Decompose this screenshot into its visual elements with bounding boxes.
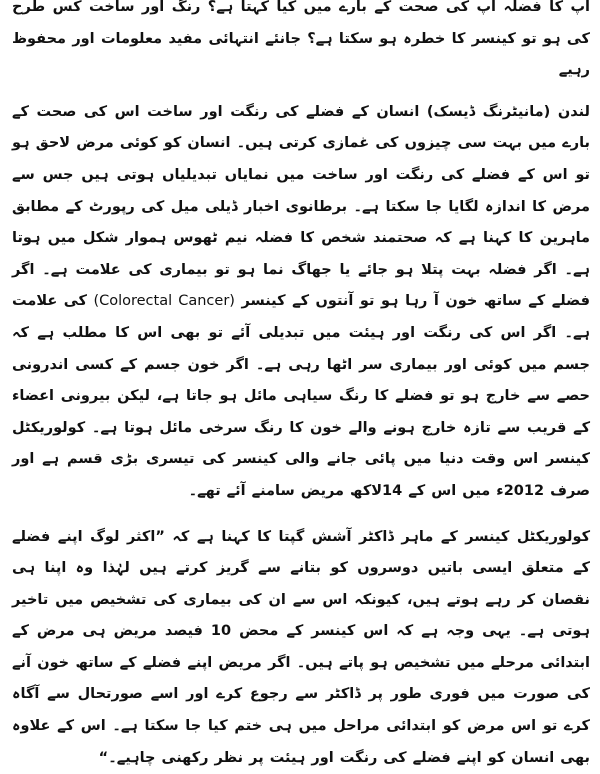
article-intro: آپ کا فضلہ آپ کی صحت کے بارے میں کیا کہتا ہے؟ رنگ اور ساخت کس طرح کی ہو تو کینسر کا خطرہ ہو سکتا ہے؟ جانئے انتہائی مفید معلومات اور محفوظ رہیے xyxy=(12,0,590,87)
paragraph-1-text-a: لندن (مانیٹرنگ ڈیسک) انسان کے فضلے کی رنگت اور ساخت اس کی صحت کے بارے میں بہت سی چیزوں کی غمازی کرتی ہیں۔ انسان کو کوئی مرض لاحق ہو تو اس کے فضلے کی رنگت اور ساخت میں نمایاں تبدیلیاں ہوتی ہیں جس سے مرض کا اندازہ لگایا جا سکتا ہے۔ برطانوی اخبار ڈیلی میل کی رپورٹ کے مطابق ماہرین کا کہنا ہے کہ صحتمند شخص کا فضلہ نیم ٹھوس ہموار شکل میں ہوتا ہے۔ اگر فضلہ بہت پتلا ہو جائے یا جھاگ نما ہو تو بیماری کی علامت ہے۔ اگر فضلے کے ساتھ خون آ رہا ہو تو آنتوں کے کینسر xyxy=(12,104,590,310)
article-paragraph-2: کولوریکٹل کینسر کے ماہر ڈاکٹر آشش گپتا کا کہنا ہے کہ ”اکثر لوگ اپنے فضلے کے متعلق ایسی باتیں دوسروں کو بتانے سے گریز کرتے ہیں لہٰذا وہ اپنا ہی نقصان کر رہے ہوتے ہیں، کیونکہ اس سے ان کی بیماری کی تشخیص میں تاخیر ہوتی ہے۔ یہی وجہ ہے کہ اس کینسر کے محض 10 فیصد مریض ہی مرض کے ابتدائی مرحلے میں تشخیص ہو پاتے ہیں۔ اگر مریض اپنے فضلے کے ساتھ خون آنے کی صورت میں فوری طور پر ڈاکٹر سے رجوع کرے اور اسے صورتحال سے آگاہ کرے تو اس مرض کو ابتدائی مراحل میں ہی ختم کیا جا سکتا ہے۔ اس کے علاوہ بھی انسان کو اپنے فضلے کی رنگت اور ہیئت پر نظر رکھنی چاہیے۔“ xyxy=(12,522,590,774)
article-paragraph-1 xyxy=(12,97,590,508)
paragraph-1-text-b: کی علامت ہے۔ اگر اس کی رنگت اور ہیئت میں تبدیلی آئے تو بھی اس کا مطلب ہے کہ جسم میں کوئی اور بیماری سر اٹھا رہی ہے۔ اگر خون جسم کے کسی اندرونی حصے سے خارج ہو تو فضلے کا رنگ سیاہی مائل ہو جاتا ہے، لیکن بیرونی اعضاء کے قریب سے تازہ خارج ہونے والے خون کا رنگ سرخی مائل ہوتا ہے۔ کولوریکٹل کینسر اس وقت دنیا میں پائی جانے والی کینسر کی تیسری بڑی قسم ہے اور صرف 2012ء میں اس کے 14لاکھ مریض سامنے آئے تھے۔ xyxy=(12,293,590,499)
article-body xyxy=(12,0,590,600)
colorectal-cancer-term: (Colorectal Cancer) xyxy=(93,293,235,309)
